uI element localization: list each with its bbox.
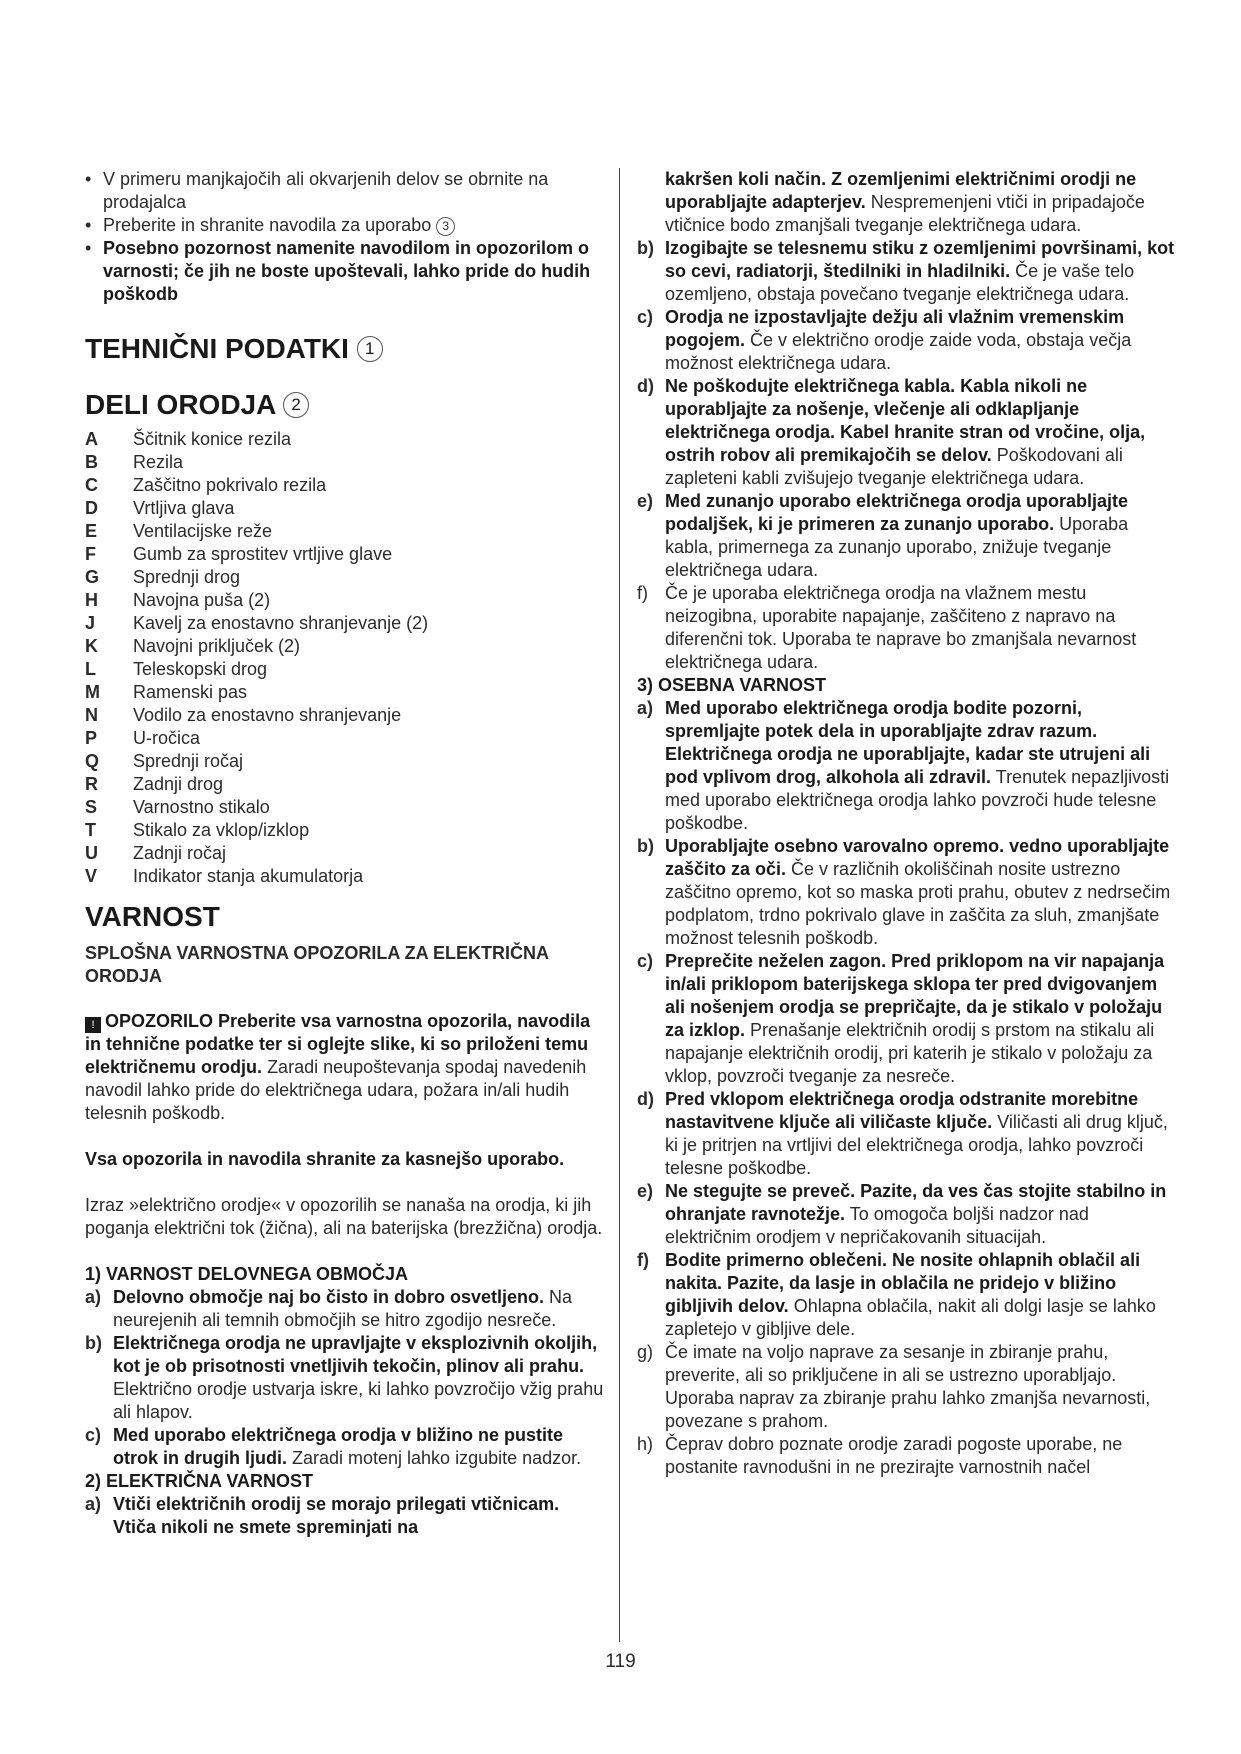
safety-item [85, 1332, 605, 1424]
left-column [85, 168, 605, 1539]
item-marker: d) [637, 376, 654, 396]
item-bold-text: Delovno območje naj bo čisto in dobro osvetljeno. [113, 1287, 545, 1307]
part-label: Zaščitno pokrivalo rezila [133, 475, 327, 495]
part-label: Stikalo za vklop/izklop [133, 820, 310, 840]
ref-circle: 3 [436, 217, 455, 236]
item-text: Čeprav dobro poznate orodje zaradi pogoste uporabe, ne postanite ravnodušni in ne prezirajte varnostnih načel [665, 1434, 1123, 1477]
part-label: Navojni priključek (2) [133, 636, 301, 656]
part-key: E [85, 521, 98, 541]
part-key: V [85, 866, 98, 886]
parts-list [85, 428, 605, 888]
parts-heading: DELI ORODJA 2 [85, 388, 605, 422]
part-label: Indikator stanja akumulatorja [133, 866, 364, 886]
warning-paragraph: ! OPOZORILO Preberite vsa varnostna opozorila, navodila in tehnične podatke ter si oglejte slike, ki so priloženi temu električnemu orodju. Zaradi neupoštevanja spodaj navedenih navodil lahko pride do električnega udara, požara in/ali hudih telesnih poškodb. [85, 1011, 591, 1123]
item-bold-text: Med uporabo električnega orodja v bližino ne pustite otrok in drugih ljudi. [113, 1425, 564, 1468]
item-marker: f) [637, 1250, 649, 1270]
item-marker: h) [637, 1434, 654, 1454]
part-label: Teleskopski drog [133, 659, 268, 679]
item-marker: a) [637, 698, 654, 718]
safety-heading: VARNOST [85, 901, 220, 932]
part-key: M [85, 682, 100, 702]
item-text: Če v različnih okoliščinah nosite ustrezno zaščitno opremo, kot so maska proti prahu, obutev z nedrsečim podplatom, trdno pokrivalo glave in zaščita za sluh, zmanjšate možnost telesnih poškodb. [665, 859, 1171, 948]
item-bold-text: Uporabljajte osebno varovalno opremo. vedno uporabljajte zaščito za oči. [665, 836, 1170, 879]
term-definition: Izraz »električno orodje« v opozorilih se nanaša na orodja, ki jih poganja električni tok (žična), ali na baterijska (brezžična) orodja. [85, 1195, 603, 1238]
item-text: To omogoča boljši nadzor nad električnim orodjem v nepričakovanih situacijah. [665, 1204, 1089, 1247]
tech-data-heading: TEHNIČNI PODATKI 1 [85, 332, 605, 366]
part-row [85, 750, 605, 773]
part-row [85, 635, 605, 658]
part-label: Ščitnik konice rezila [133, 429, 292, 449]
item-marker: d) [637, 1089, 654, 1109]
part-row [85, 543, 605, 566]
part-label: Gumb za sprostitev vrtljive glave [133, 544, 393, 564]
item-text: Če je vaše telo ozemljeno, obstaja povečano tveganje električnega udara. [665, 261, 1135, 304]
work-area-heading: 1) VARNOST DELOVNEGA OBMOČJA [85, 1264, 409, 1284]
item-marker: c) [85, 1425, 102, 1445]
part-key: D [85, 498, 98, 518]
part-row [85, 796, 605, 819]
part-key: G [85, 567, 100, 587]
item-text: Trenutek nepazljivosti med uporabo električnega orodja lahko povzroči hude telesne poškodbe. [665, 767, 1170, 833]
electrical-heading: 2) ELEKTRIČNA VARNOST [85, 1471, 314, 1491]
part-key: Q [85, 751, 100, 771]
safety-item [637, 950, 1177, 1088]
item-text: Ohlapna oblačila, nakit ali dolgi lasje se lahko zapletejo v gibljive dele. [665, 1296, 1156, 1339]
part-row [85, 474, 605, 497]
item-bold-text: Preprečite neželen zagon. Pred priklopom na vir napajanja in/ali priklopom baterijskega sklopa ter pred dvigovanjem ali nošenjem orodja se prepričajte, da je stikalo v položaju za izklop. [665, 951, 1165, 1040]
safety-item [637, 1341, 1177, 1433]
bullet-item: • V primeru manjkajočih ali okvarjenih delov se obrnite na prodajalca [85, 168, 605, 214]
safety-item [637, 375, 1177, 490]
page-number: 119 [605, 1651, 636, 1672]
part-row [85, 497, 605, 520]
part-label: Zadnji ročaj [133, 843, 227, 863]
part-key: C [85, 475, 98, 495]
part-label: Varnostno stikalo [133, 797, 270, 817]
part-label: Ventilacijske reže [133, 521, 273, 541]
item-marker: c) [637, 307, 654, 327]
ref-circle: 1 [357, 336, 383, 362]
intro-bullets [85, 168, 605, 306]
item-text: Če je uporaba električnega orodja na vlažnem mestu neizogibna, uporabite napajanje, zaščiteno z napravo na diferenčni tok. Uporaba te naprave bo zmanjšala nevarnost električnega udara. [665, 583, 1137, 672]
part-row [85, 612, 605, 635]
part-label: Kavelj za enostavno shranjevanje (2) [133, 613, 429, 633]
item-marker: b) [637, 836, 654, 856]
part-label: Vodilo za enostavno shranjevanje [133, 705, 402, 725]
item-marker: a) [85, 1287, 102, 1307]
ref-circle: 2 [283, 392, 309, 418]
part-label: Sprednji drog [133, 567, 241, 587]
keep-instructions: Vsa opozorila in navodila shranite za kasnejšo uporabo. [85, 1149, 565, 1169]
item-marker: b) [85, 1333, 102, 1353]
bullet-item: • Preberite in shranite navodila za uporabo 3 [85, 214, 605, 237]
part-row [85, 842, 605, 865]
part-label: Vrtljiva glava [133, 498, 235, 518]
part-key: T [85, 820, 96, 840]
item-marker: b) [637, 238, 654, 258]
safety-item [637, 1249, 1177, 1341]
part-label: U-ročica [133, 728, 201, 748]
part-row [85, 566, 605, 589]
part-label: Rezila [133, 452, 184, 472]
bullet-item: • Posebno pozornost namenite navodilom in opozorilom o varnosti; če jih ne boste upoštevali, lahko pride do hudih poškodb [85, 237, 605, 306]
part-row [85, 773, 605, 796]
safety-item [637, 697, 1177, 835]
item-bold-text: Pred vklopom električnega orodja odstranite morebitne nastavitvene ključe ali viličaste ključe. [665, 1089, 1139, 1132]
part-row [85, 727, 605, 750]
part-key: R [85, 774, 98, 794]
part-row [85, 819, 605, 842]
item-bold-text: Bodite primerno oblečeni. Ne nosite ohlapnih oblačil ali nakita. Pazite, da lasje in oblačila ne pridejo v bližino gibljivih delov. [665, 1250, 1141, 1316]
item-bold-text: Med uporabo električnega orodja bodite pozorni, spremljajte potek dela in uporabljajte zdrav razum. Električnega orodja ne uporabljajte, kadar ste utrujeni ali pod vplivom drog, alkohola ali zdravil. [665, 698, 1151, 787]
item-bold-text: Električnega orodja ne upravljajte v eksplozivnih okoljih, kot je ob prisotnosti vnetljivih tekočin, plinov ali prahu. [113, 1333, 598, 1376]
safety-item [637, 835, 1177, 950]
item-bold-text: Ne poškodujte električnega kabla. Kabla nikoli ne uporabljajte za nošenje, vlečenje ali odklapljanje električnega orodja. Kabel hranite stran od vročine, olja, ostrih robov ali premikajočih se delov. [665, 376, 1146, 465]
item-text: Zaradi motenj lahko izgubite nadzor. [286, 1448, 582, 1468]
part-key: A [85, 429, 98, 449]
item-bold-text: Med zunanjo uporabo električnega orodja uporabljajte podaljšek, ki je primeren za zunanjo uporabo. [665, 491, 1129, 534]
safety-item [637, 306, 1177, 375]
part-key: J [85, 613, 96, 633]
item-text: Viličasti ali drug ključ, ki je pritrjen na vrtljivi del električnega orodja, lahko povzroči telesne poškodbe. [665, 1112, 1168, 1178]
part-key: H [85, 590, 98, 610]
part-label: Sprednji ročaj [133, 751, 244, 771]
part-label: Zadnji drog [133, 774, 224, 794]
part-label: Ramenski pas [133, 682, 248, 702]
safety-item [637, 490, 1177, 582]
safety-item [85, 1424, 605, 1470]
warning-icon: ! [85, 1017, 101, 1033]
part-label: Navojna puša (2) [133, 590, 271, 610]
safety-item [637, 237, 1177, 306]
safety-item [85, 1286, 605, 1332]
electrical-list [637, 237, 1177, 674]
item-text: Prenašanje električnih orodij s prstom na stikalu ali napajanje električnih orodij, pri katerih je stikalo v položaju za vklop, povzroči tveganje za nesreče. [665, 1020, 1155, 1086]
part-row [85, 865, 605, 888]
safety-item [637, 582, 1177, 674]
part-key: B [85, 452, 98, 472]
item-text: Če imate na voljo naprave za sesanje in zbiranje prahu, preverite, ali so priključene in ali se ustrezno uporabljajo. Uporaba naprav za zbiranje prahu lahko zmanjša nevarnosti, povezane s prahom. [665, 1342, 1151, 1431]
part-key: N [85, 705, 98, 725]
item-text: Električno orodje ustvarja iskre, ki lahko povzročijo vžig prahu ali hlapov. [113, 1379, 604, 1422]
part-row [85, 520, 605, 543]
safety-item [637, 1180, 1177, 1249]
item-marker: f) [637, 583, 648, 603]
right-column [637, 168, 1177, 1479]
item-bold-text: Izogibajte se telesnemu stiku z ozemljenimi površinami, kot so cevi, radiatorji, štedilniki in hladilniki. [665, 238, 1175, 281]
part-row [85, 589, 605, 612]
safety-item [637, 1088, 1177, 1180]
column-divider [619, 168, 620, 1642]
part-row [85, 658, 605, 681]
part-key: K [85, 636, 98, 656]
part-key: S [85, 797, 98, 817]
safety-item [637, 1433, 1177, 1479]
part-row [85, 704, 605, 727]
item-bold-text: Ne stegujte se preveč. Pazite, da ves čas stojite stabilno in ohranjate ravnotežje. [665, 1181, 1167, 1224]
safety-item: a) Vtiči električnih orodij se morajo prilegati vtičnicam. Vtiča nikoli ne smete spreminjati na [85, 1494, 560, 1537]
item-bold-text: Orodja ne izpostavljajte dežju ali vlažnim vremenskim pogojem. [665, 307, 1125, 350]
item-marker: g) [637, 1342, 654, 1362]
part-key: P [85, 728, 98, 748]
item-text: Če v električno orodje zaide voda, obstaja večja možnost električnega udara. [665, 330, 1132, 373]
part-key: U [85, 843, 98, 863]
part-key: L [85, 659, 96, 679]
general-safety-heading: SPLOŠNA VARNOSTNA OPOZORILA ZA ELEKTRIČNA ORODJA [85, 943, 549, 986]
item-text: Uporaba kabla, primernega za zunanjo uporabo, znižuje tveganje električnega udara. [665, 514, 1129, 580]
item-text: Poškodovani ali zapleteni kabli zvišujejo tveganje električnega udara. [665, 445, 1123, 488]
part-row [85, 681, 605, 704]
personal-safety-heading: 3) OSEBNA VARNOST [637, 675, 827, 695]
personal-list [637, 697, 1177, 1479]
part-key: F [85, 544, 96, 564]
work-area-list [85, 1286, 605, 1470]
item-marker: e) [637, 1181, 654, 1201]
part-row [85, 428, 605, 451]
item-marker: c) [637, 951, 654, 971]
part-row [85, 451, 605, 474]
item-marker: e) [637, 491, 654, 511]
item-text: Na neurejenih ali temnih območjih se hitro zgodijo nesreče. [113, 1287, 573, 1330]
continued-item: kakršen koli način. Z ozemljenimi električnimi orodji ne uporabljajte adapterjev. Nespremenjeni vtiči in pripadajoče vtičnice bodo zmanjšali tveganje električnega udara. [665, 169, 1145, 235]
